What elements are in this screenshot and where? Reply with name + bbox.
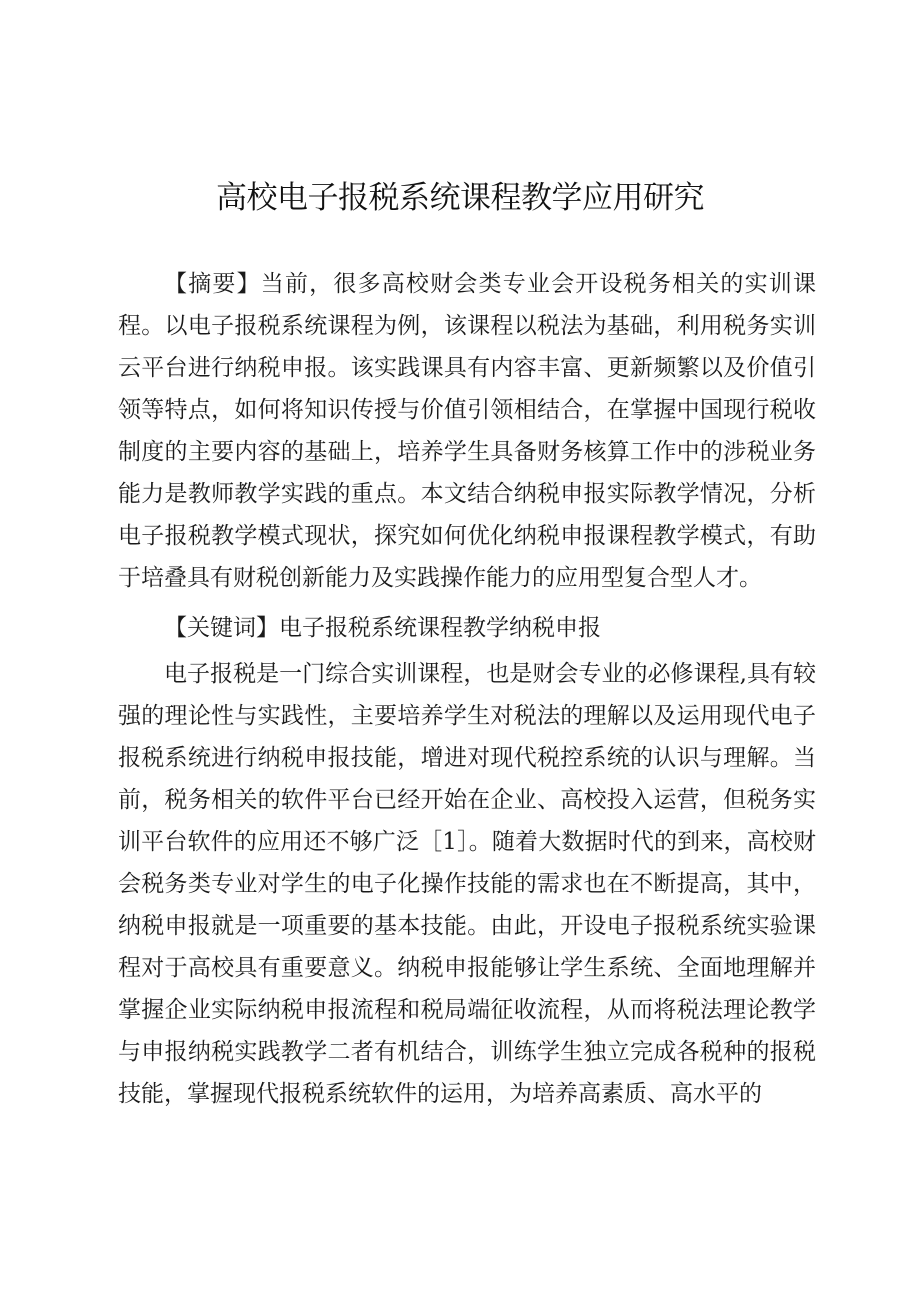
body-paragraph: 电子报税是一门综合实训课程，也是财会专业的必修课程,具有较强的理论性与实践性，主要培养学生对税法的理解以及运用现代电子报税系统进行纳税申报技能，增进对现代税控系统的认识与理解。当前，税务相关的软件平台已经开始在企业、高校投入运营，但税务实训平台软件的应用还不够广泛［1］。随着大数据时代的到来，高校财会税务类专业对学生的电子化操作技能的需求也在不断提高，其中，纳税申报就是一项重要的基本技能。由此，开设电子报税系统实验课程对于高校具有重要意义。纳税申报能够让学生系统、全面地理解并掌握企业实际纳税申报流程和税局端征收流程，从而将税法理论教学与申报纳税实践教学二者有机结合，训练学生独立完成各税种的报税技能，掌握现代报税系统软件的运用，为培养高素质、高水平的 — [118, 661, 816, 1107]
keywords-paragraph: 【关键词】电子报税系统课程教学纳税申报 — [164, 615, 601, 641]
document-body — [118, 263, 816, 1115]
document-title: 高校电子报税系统课程教学应用研究 — [216, 180, 704, 216]
abstract-paragraph: 【摘要】当前，很多高校财会类专业会开设税务相关的实训课程。以电子报税系统课程为例，该课程以税法为基础，利用税务实训云平台进行纳税申报。该实践课具有内容丰富、更新频繁以及价值引领等特点，如何将知识传授与价值引领相结合，在掌握中国现行税收制度的主要内容的基础上，培养学生具备财务核算工作中的涉税业务能力是教师教学实践的重点。本文结合纳税申报实际教学情况，分析电子报税教学模式现状，探究如何优化纳税申报课程教学模式，有助于培叠具有财税创新能力及实践操作能力的应用型复合型人才。 — [118, 271, 816, 591]
